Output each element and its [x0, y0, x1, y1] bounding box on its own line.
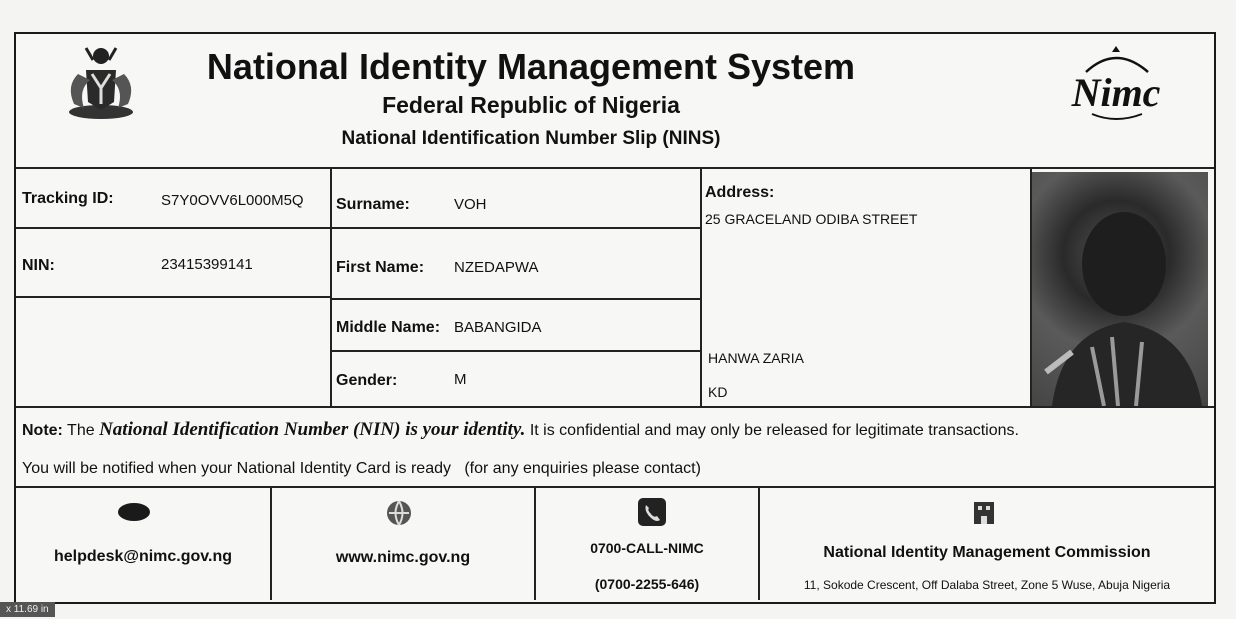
divider [332, 350, 702, 352]
org-address: 11, Sokode Crescent, Off Dalaba Street, Zone 5 Wuse, Abuja Nigeria [803, 578, 1171, 592]
middle-name-value: BABANGIDA [454, 319, 542, 336]
note-pre: The [67, 422, 95, 439]
divider [16, 167, 1214, 169]
page-size-tag: x 11.69 in [0, 602, 55, 617]
divider [16, 296, 332, 298]
org-name: National Identity Management Commission [823, 544, 1151, 561]
helpdesk-email: helpdesk@nimc.gov.ng [54, 548, 232, 565]
website-link: www.nimc.gov.ng [335, 549, 471, 566]
first-name-label: First Name: [336, 259, 425, 276]
gender-value: M [454, 371, 467, 388]
divider [16, 486, 1214, 488]
tracking-id-label: Tracking ID: [22, 190, 114, 207]
address-line-2: HANWA ZARIA [708, 350, 804, 366]
nimc-logo-icon [1056, 44, 1176, 124]
note-emphasis: National Identification Number (NIN) is your identity. [99, 419, 526, 440]
building-icon [970, 496, 998, 526]
tracking-id-value: S7Y0OVV6L000M5Q [161, 192, 304, 209]
call-digits: (0700-2255-646) [594, 576, 700, 592]
first-name-value: NZEDAPWA [454, 259, 539, 276]
phone-icon [636, 496, 668, 528]
note-line-2: You will be notified when your National Identity Card is ready (for any enquiries please contact) [22, 460, 701, 477]
address-line-1: 25 GRACELAND ODIBA STREET [705, 211, 918, 227]
call-line: 0700-CALL-NIMC [590, 540, 704, 556]
surname-label: Surname: [336, 196, 410, 213]
email-icon [116, 500, 152, 522]
divider [16, 406, 1214, 408]
address-label: Address: [705, 184, 775, 201]
nin-slip [14, 32, 1216, 604]
divider [332, 298, 702, 300]
gender-label: Gender: [336, 372, 398, 389]
nimc-logo-text: Nimc [1071, 70, 1161, 115]
page-subtitle: Federal Republic of Nigeria [382, 92, 680, 118]
surname-value: VOH [454, 196, 487, 213]
note-label: Note: [22, 422, 63, 439]
divider [700, 167, 702, 406]
middle-name-label: Middle Name: [336, 319, 441, 336]
page-title: National Identity Management System [206, 46, 856, 87]
globe-icon [384, 498, 414, 528]
divider [270, 486, 272, 600]
note-line-1 [22, 419, 1019, 441]
slip-title: National Identification Number Slip (NINS) [341, 128, 721, 149]
divider [16, 227, 702, 229]
nin-value: 23415399141 [161, 256, 253, 273]
address-line-3: KD [708, 384, 728, 400]
nin-label: NIN: [22, 257, 55, 274]
note-post: It is confidential and may only be released for legitimate transactions. [529, 422, 1019, 439]
divider [330, 167, 332, 406]
portrait-photo [1032, 172, 1208, 406]
